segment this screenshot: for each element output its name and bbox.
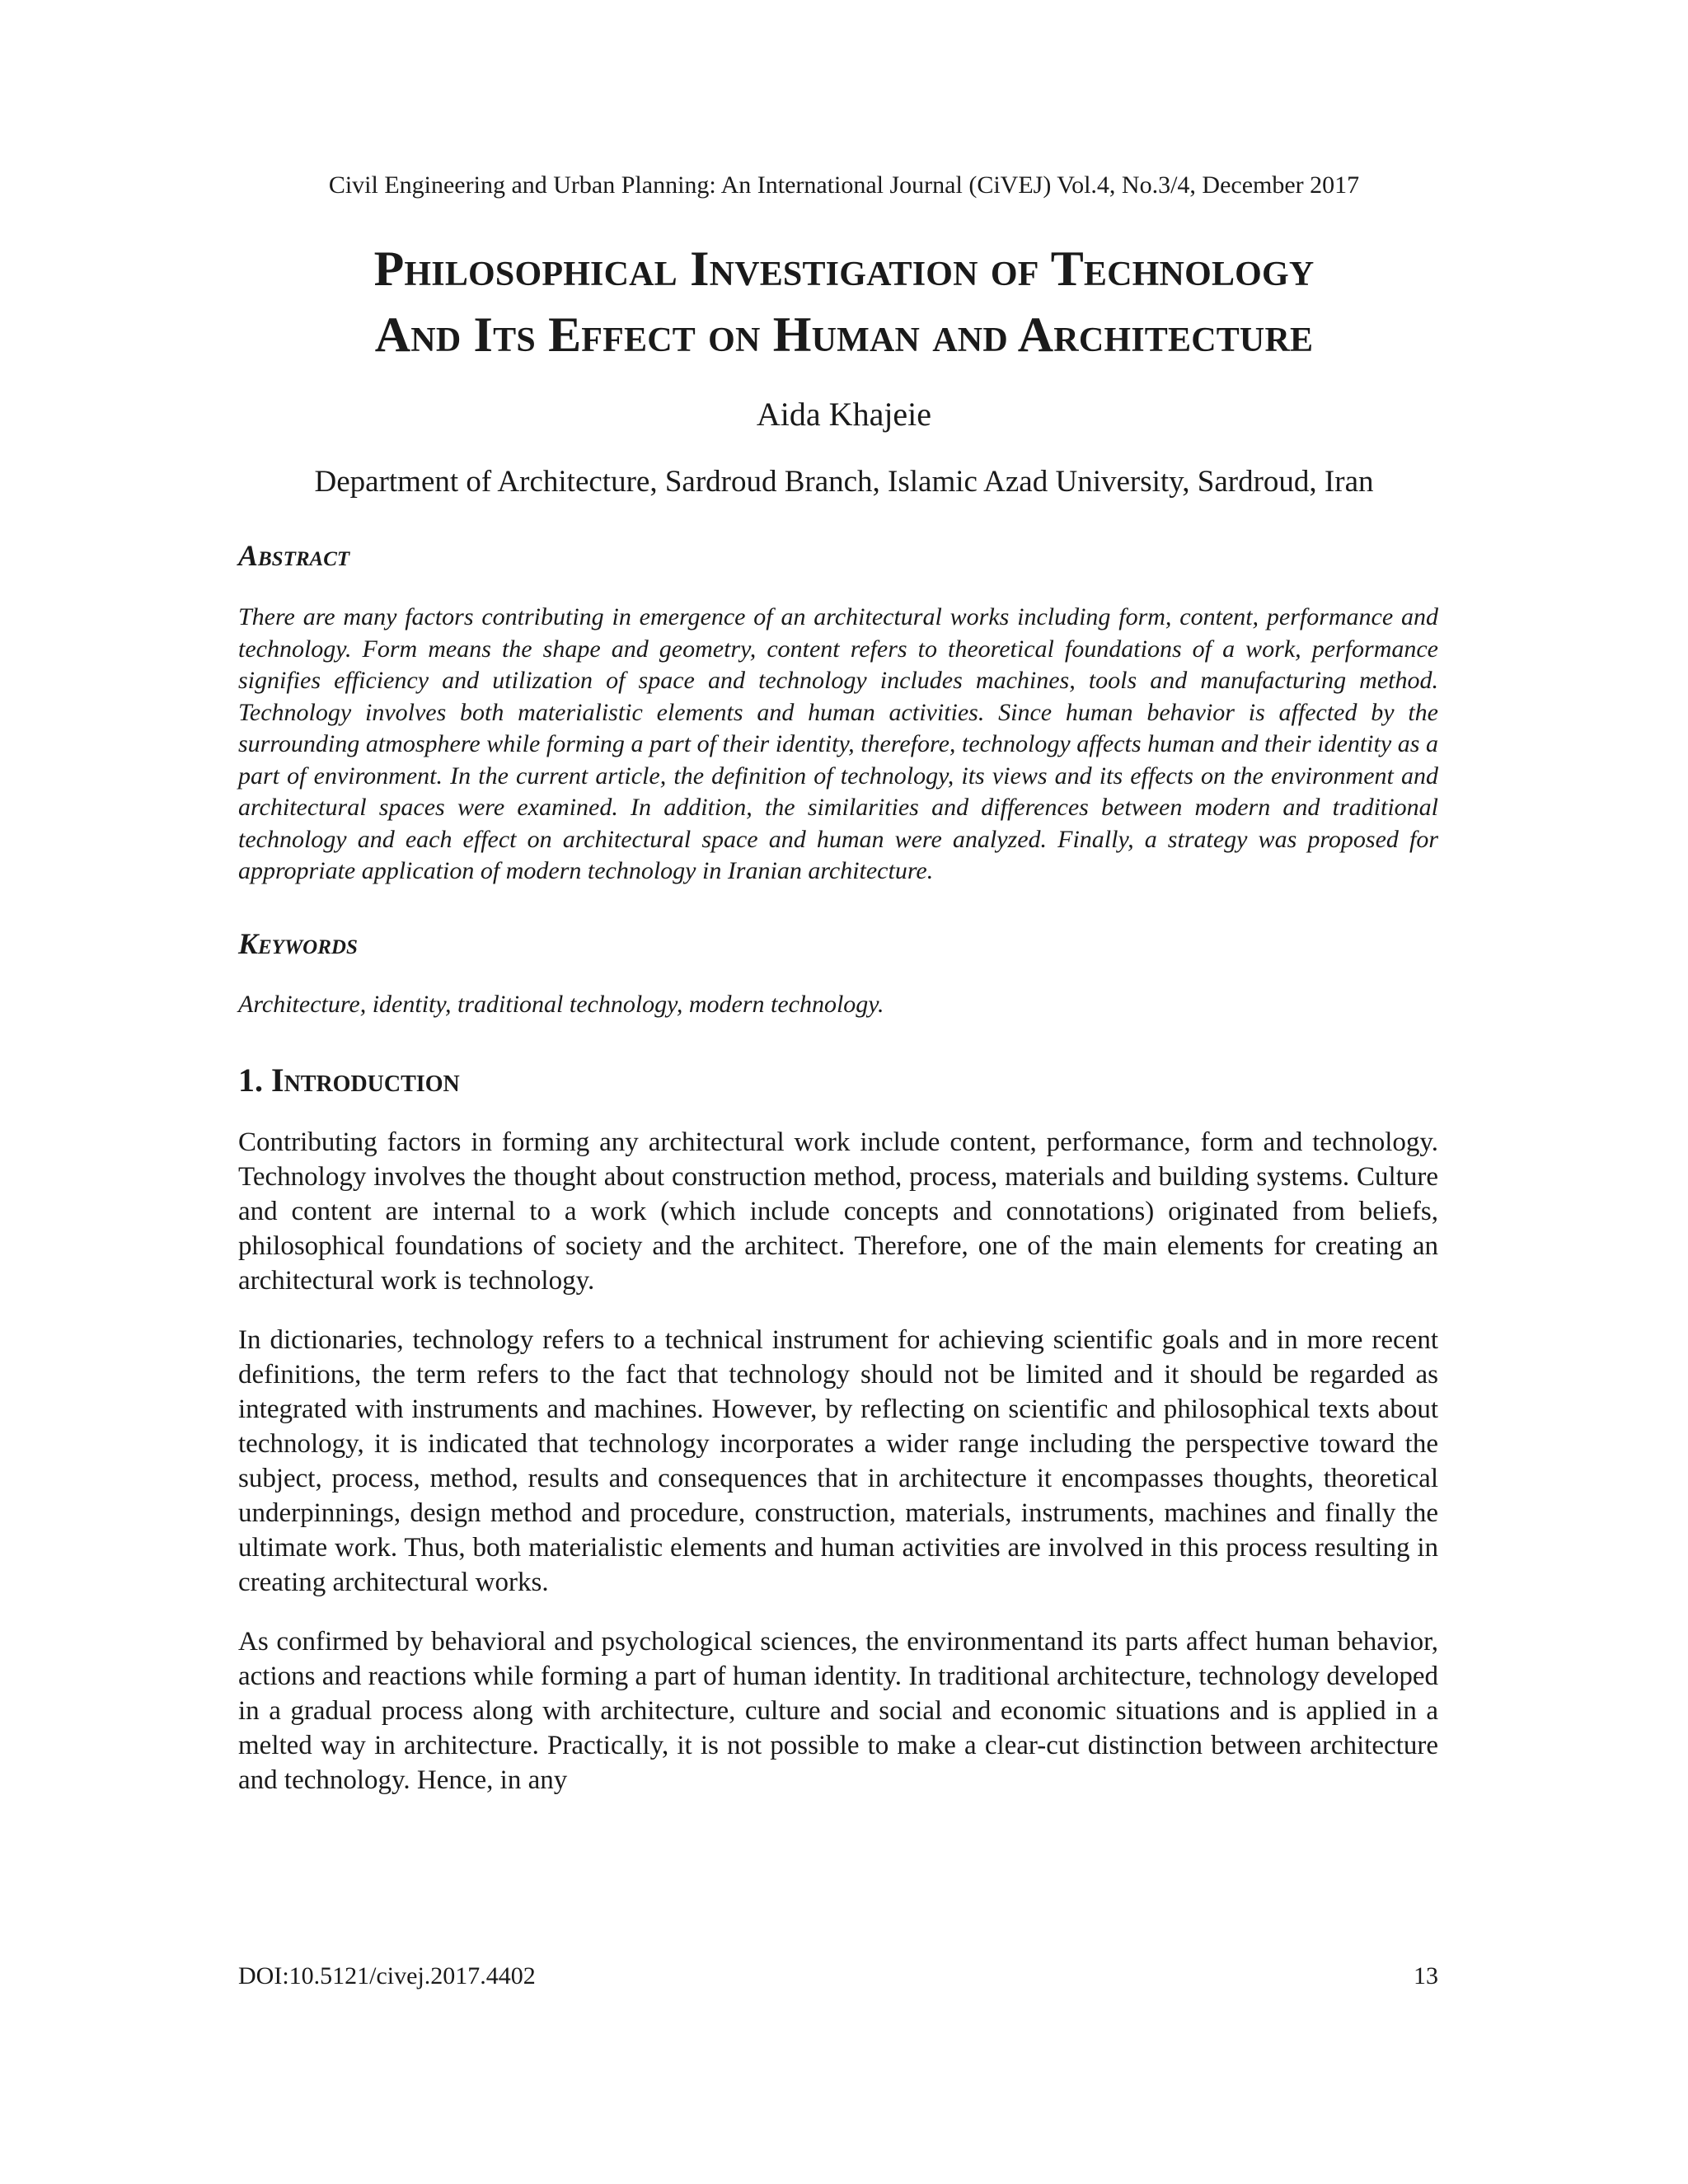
abstract-text: There are many factors contributing in emergence of an architectural works including form, content, performance and technology. Form means the shape and geometry, content refers to theoretical foundations of a work, performance signifies efficiency and utilization of space and technology includes machines, tools and manufacturing method. Technology involves both materialistic elements and human activities. Since human behavior is affected by the surrounding atmosphere while forming a part of their identity, therefore, technology affects human and their identity as a part of environment. In the current article, the definition of technology, its views and its effects on the environment and architectural spaces were examined. In addition, the similarities and differences between modern and traditional technology and each effect on architectural space and human were analyzed. Finally, a strategy was proposed for appropriate application of modern technology in Iranian architecture. [238,603,1438,884]
introduction-paragraph-2: In dictionaries, technology refers to a technical instrument for achieving scientific goals and in more recent definitions, the term refers to the fact that technology should not be limited and it should be regarded as integrated with instruments and machines. However, by reflecting on scientific and philosophical texts about technology, it is indicated that technology incorporates a wider range including the perspective toward the subject, process, method, results and consequences that in architecture it encompasses thoughts, theoretical underpinnings, design method and procedure, construction, materials, instruments, machines and finally the ultimate work. Thus, both materialistic elements and human activities are involved in this process resulting in creating architectural works. [238,1324,1438,1597]
paper-title [198,236,1490,368]
introduction-heading: 1. Introduction [238,1061,460,1099]
paper-title-line-2: And Its Effect on Human and Architecture [374,307,1314,362]
introduction-paragraph-1: Contributing factors in forming any architectural work include content, performance, form and technology. Technology involves the thought about construction method, process, materials and building systems. Culture and content are internal to a work (which include concepts and connotations) originated from beliefs, philosophical foundations of society and the architect. Therefore, one of the main elements for creating an architectural work is technology. [238,1127,1438,1296]
page-number: 13 [1414,1962,1438,1990]
footer-doi: DOI:10.5121/civej.2017.4402 [238,1962,536,1990]
introduction-paragraph-3: As confirmed by behavioral and psychological sciences, the environmentand its parts affect human behavior, actions and reactions while forming a part of human identity. In traditional architecture, technology developed in a gradual process along with architecture, culture and social and economic situations and is applied in a melted way in architecture. Practically, it is not possible to make a clear-cut distinction between architecture and technology. Hence, in any [238,1626,1438,1795]
journal-running-header: Civil Engineering and Urban Planning: An International Journal (CiVEJ) Vol.4, No.3/4, December 2017 [328,171,1360,199]
keywords-heading: Keywords [238,926,358,960]
author-affiliation: Department of Architecture, Sardroud Branch, Islamic Azad University, Sardroud, Iran [314,465,1374,499]
keywords-text: Architecture, identity, traditional technology, modern technology. [238,990,884,1018]
paper-title-line-1: Philosophical Investigation of Technology [373,241,1315,296]
abstract-heading: Abstract [238,539,350,572]
paper-body [238,536,1438,1822]
author-name: Aida Khajeie [756,396,932,433]
